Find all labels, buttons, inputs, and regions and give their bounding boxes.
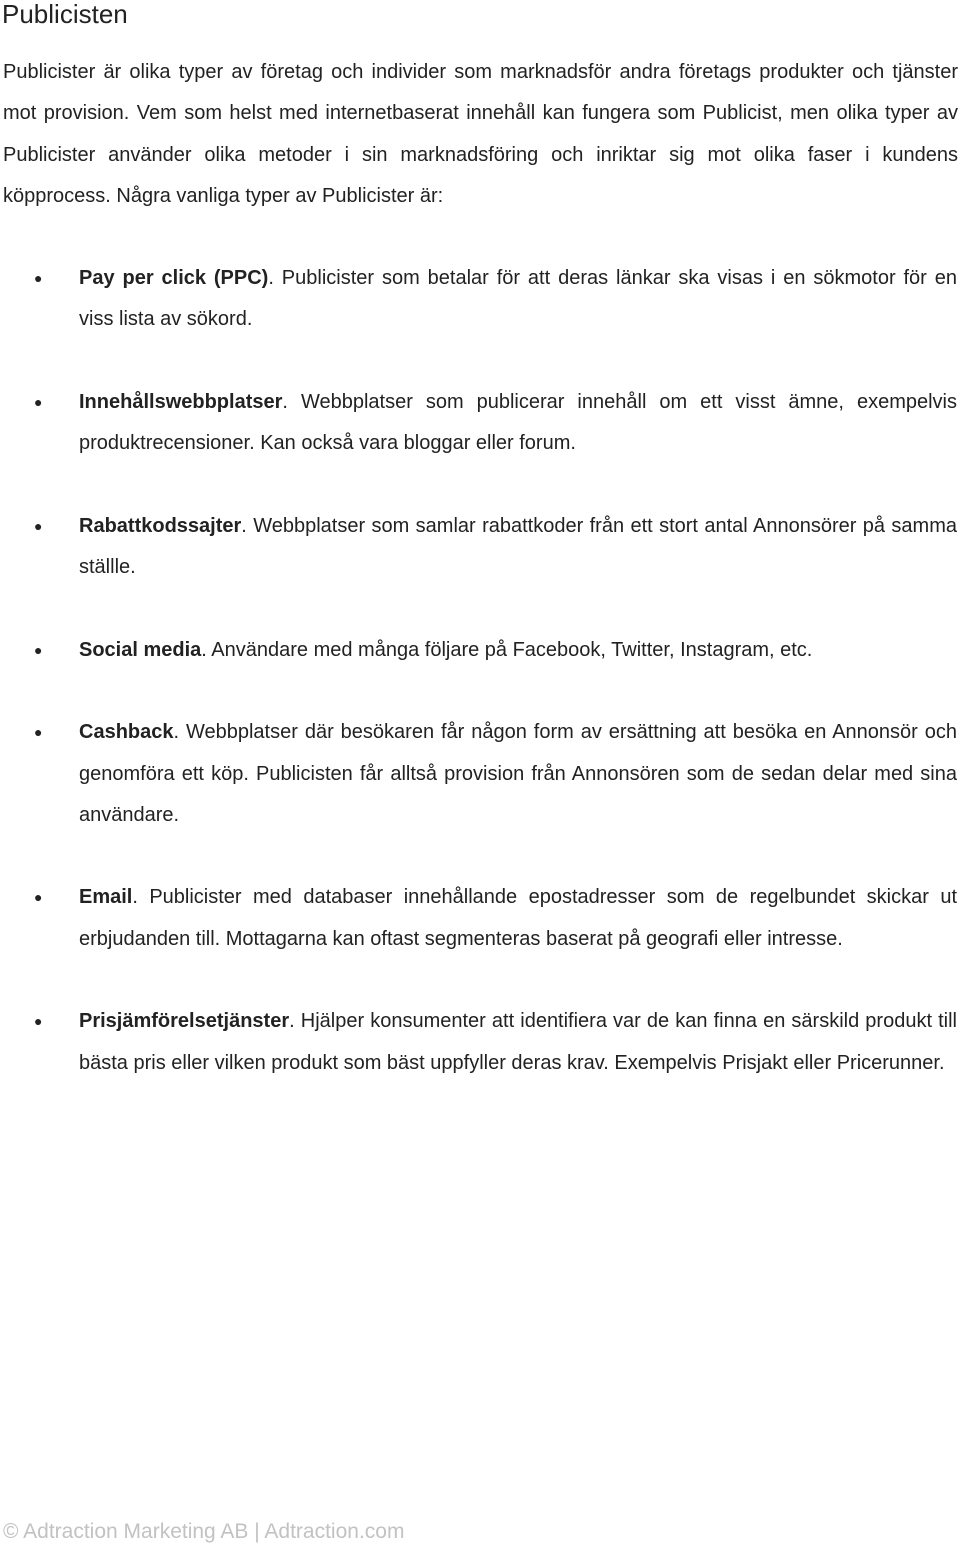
list-item-description: . Användare med många följare på Facebook, Twitter, Instagram, etc. — [201, 638, 813, 661]
list-item-price-comparison — [0, 1001, 957, 1084]
page-title: Publicisten — [2, 0, 128, 29]
page-footer: © Adtraction Marketing AB | Adtraction.com — [3, 1520, 405, 1543]
bullet-icon: ● — [34, 724, 43, 741]
list-item-description: . Webbplatser som publicerar innehåll om ett visst ämne, exempelvis produktrecensioner. Kan också vara bloggar eller forum. — [79, 390, 957, 455]
intro-paragraph: Publicister är olika typer av företag och individer som marknadsför andra företags produkter och tjänster mot provision. Vem som helst med internetbaserat innehåll kan fungera som Publicist, men olika typer av Publicister använder olika metoder i sin marknadsföring och inriktar sig mot olika faser i kundens köpprocess. Några vanliga typer av Publicister är: — [3, 61, 958, 207]
list-item-term: Innehållswebbplatser — [79, 390, 283, 413]
list-item-description: . Webbplatser som samlar rabattkoder från ett stort antal Annonsörer på samma ställle. — [79, 514, 957, 579]
list-item-term: Social media — [79, 638, 202, 661]
bullet-icon: ● — [34, 393, 43, 410]
list-item-ppc — [0, 258, 957, 341]
bullet-icon: ● — [34, 1013, 43, 1030]
publisher-types-list — [0, 258, 960, 1125]
list-item-description: . Webbplatser där besökaren får någon form av ersättning att besöka en Annonsör och genomföra ett köp. Publicisten får alltså provision från Annonsören som de sedan delar med sina användare. — [79, 721, 957, 826]
list-item-description: . Publicister med databaser innehållande epostadresser som de regelbundet skickar ut erbjudanden till. Mottagarna kan oftast segmenteras baserat på geografi eller intresse. — [79, 886, 957, 950]
bullet-icon: ● — [34, 517, 43, 534]
list-item-term: Rabattkodssajter — [79, 514, 242, 537]
list-item-description: . Publicister som betalar för att deras länkar ska visas i en sökmotor för en viss lista av sökord. — [79, 267, 957, 331]
list-item-content-sites — [0, 382, 957, 465]
bullet-icon: ● — [34, 641, 43, 658]
list-item-term: Pay per click (PPC) — [79, 267, 269, 289]
list-item-coupon-sites — [0, 506, 957, 589]
list-item-cashback — [0, 712, 957, 836]
list-item-term: Cashback — [79, 721, 174, 744]
list-item-term: Email — [79, 886, 133, 909]
list-item-social-media — [0, 630, 957, 671]
list-item-term: Prisjämförelsetjänster — [79, 1010, 290, 1033]
bullet-icon: ● — [34, 889, 43, 906]
list-item-email — [0, 877, 957, 960]
list-item-description: . Hjälper konsumenter att identifiera var de kan finna en särskild produkt till bästa pris eller vilken produkt som bäst uppfyller deras krav. Exempelvis Prisjakt eller Pricerunner. — [79, 1010, 957, 1074]
bullet-icon: ● — [34, 270, 43, 286]
